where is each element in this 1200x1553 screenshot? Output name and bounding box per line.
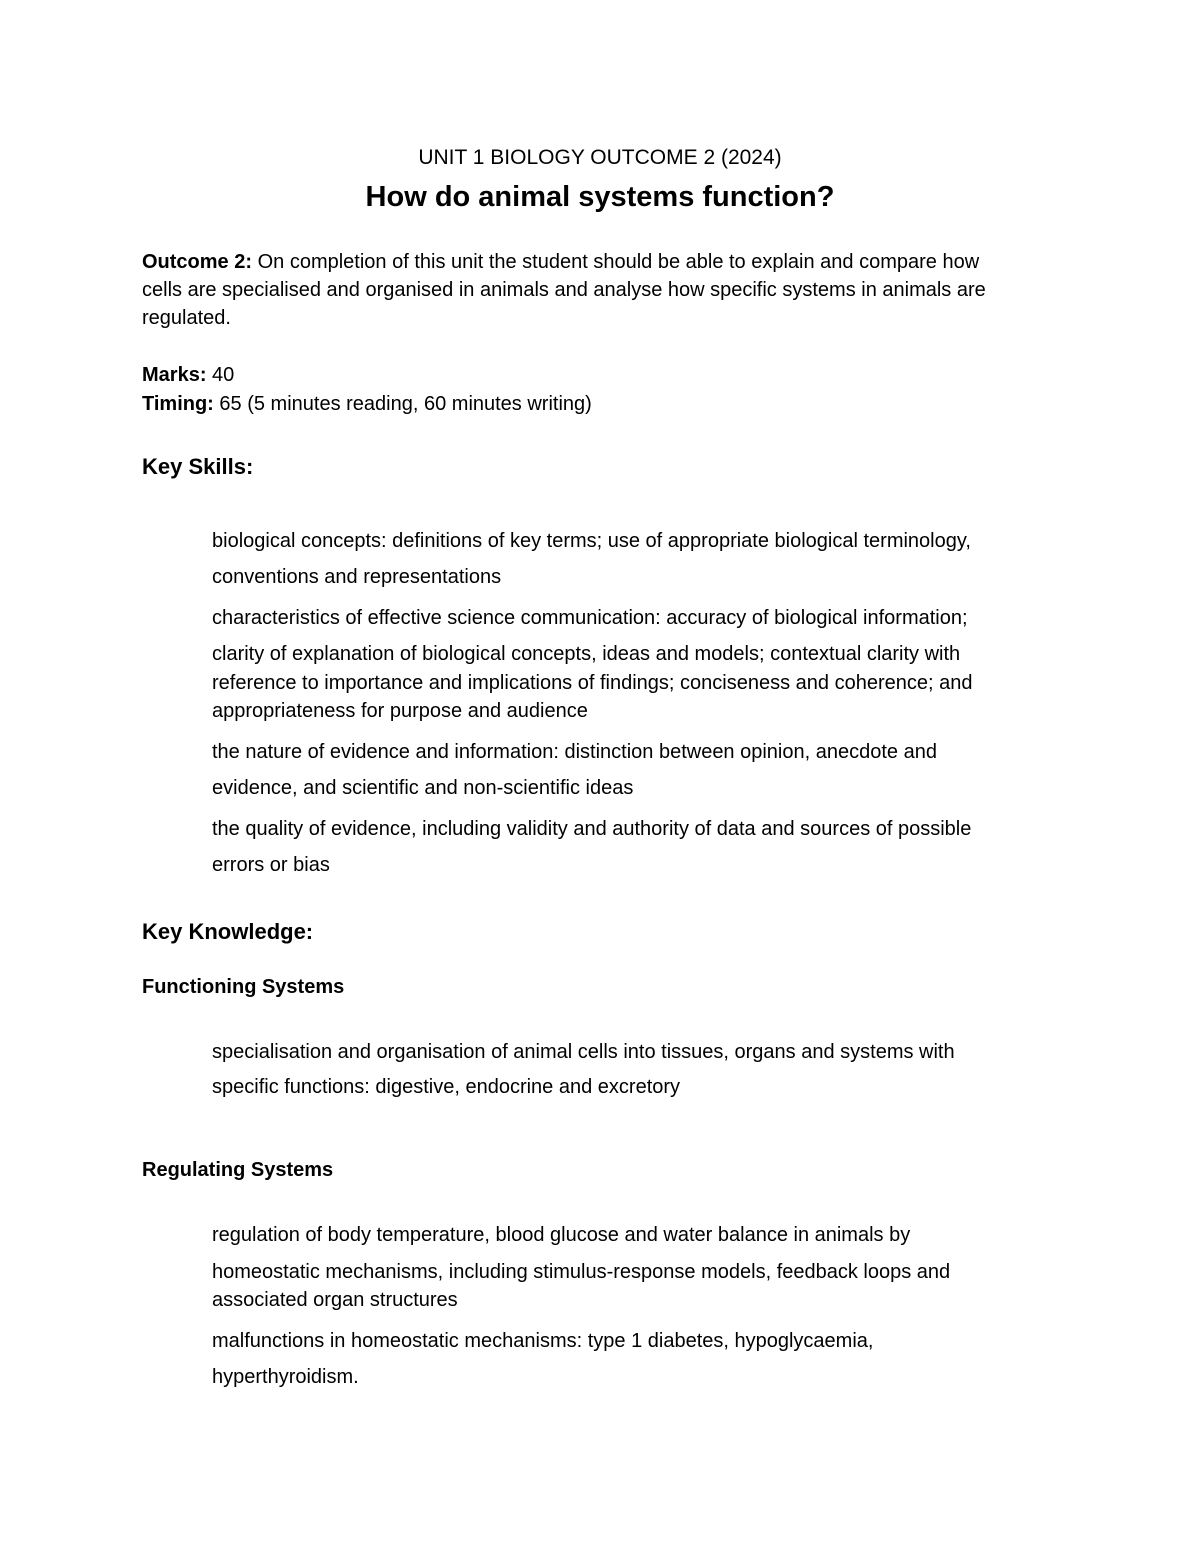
unit-line: UNIT 1 BIOLOGY OUTCOME 2 (2024) xyxy=(418,146,782,169)
key-skill-line: reference to importance and implications of findings; conciseness and coherence; and xyxy=(212,672,973,694)
marks-value: 40 xyxy=(206,364,235,386)
regulating-line: hyperthyroidism. xyxy=(212,1366,359,1388)
key-skill-line: the nature of evidence and information: distinction between opinion, anecdote and xyxy=(212,741,937,763)
timing-value: 65 (5 minutes reading, 60 minutes writing) xyxy=(213,393,592,415)
key-skill-line: evidence, and scientific and non-scientific ideas xyxy=(212,777,634,799)
key-skill-line: the quality of evidence, including validity and authority of data and sources of possible xyxy=(212,818,972,840)
regulating-line: regulation of body temperature, blood glucose and water balance in animals by xyxy=(212,1224,911,1246)
regulating-line: homeostatic mechanisms, including stimulus-response models, feedback loops and xyxy=(212,1261,951,1283)
key-skill-line: characteristics of effective science communication: accuracy of biological information; xyxy=(212,607,968,629)
key-knowledge-heading: Key Knowledge: xyxy=(142,919,314,944)
outcome-text-1: On completion of this unit the student should be able to explain and compare how xyxy=(252,251,980,273)
key-skill-line: biological concepts: definitions of key terms; use of appropriate biological terminology, xyxy=(212,530,971,552)
outcome-line-3: regulated. xyxy=(142,307,231,329)
outcome-label: Outcome 2: xyxy=(142,251,253,273)
key-skill-line: errors or bias xyxy=(212,854,330,876)
functioning-systems-heading: Functioning Systems xyxy=(142,976,345,998)
timing-label: Timing: xyxy=(142,393,214,415)
page-title: How do animal systems function? xyxy=(365,181,835,213)
outcome-line-1 xyxy=(142,251,979,274)
outcome-line-2: cells are specialised and organised in animals and analyse how specific systems in animals are xyxy=(142,279,986,301)
key-skill-line: appropriateness for purpose and audience xyxy=(212,700,588,722)
functioning-line: specific functions: digestive, endocrine and excretory xyxy=(212,1076,681,1098)
key-skills-heading: Key Skills: xyxy=(142,454,254,479)
marks-label: Marks: xyxy=(142,364,207,386)
marks-line xyxy=(142,364,234,387)
regulating-line: associated organ structures xyxy=(212,1289,458,1311)
key-skill-line: conventions and representations xyxy=(212,566,502,588)
key-skill-line: clarity of explanation of biological concepts, ideas and models; contextual clarity with xyxy=(212,643,961,665)
timing-line xyxy=(142,393,592,416)
regulating-systems-heading: Regulating Systems xyxy=(142,1159,334,1181)
functioning-line: specialisation and organisation of animal cells into tissues, organs and systems with xyxy=(212,1041,955,1063)
regulating-line: malfunctions in homeostatic mechanisms: type 1 diabetes, hypoglycaemia, xyxy=(212,1330,874,1352)
